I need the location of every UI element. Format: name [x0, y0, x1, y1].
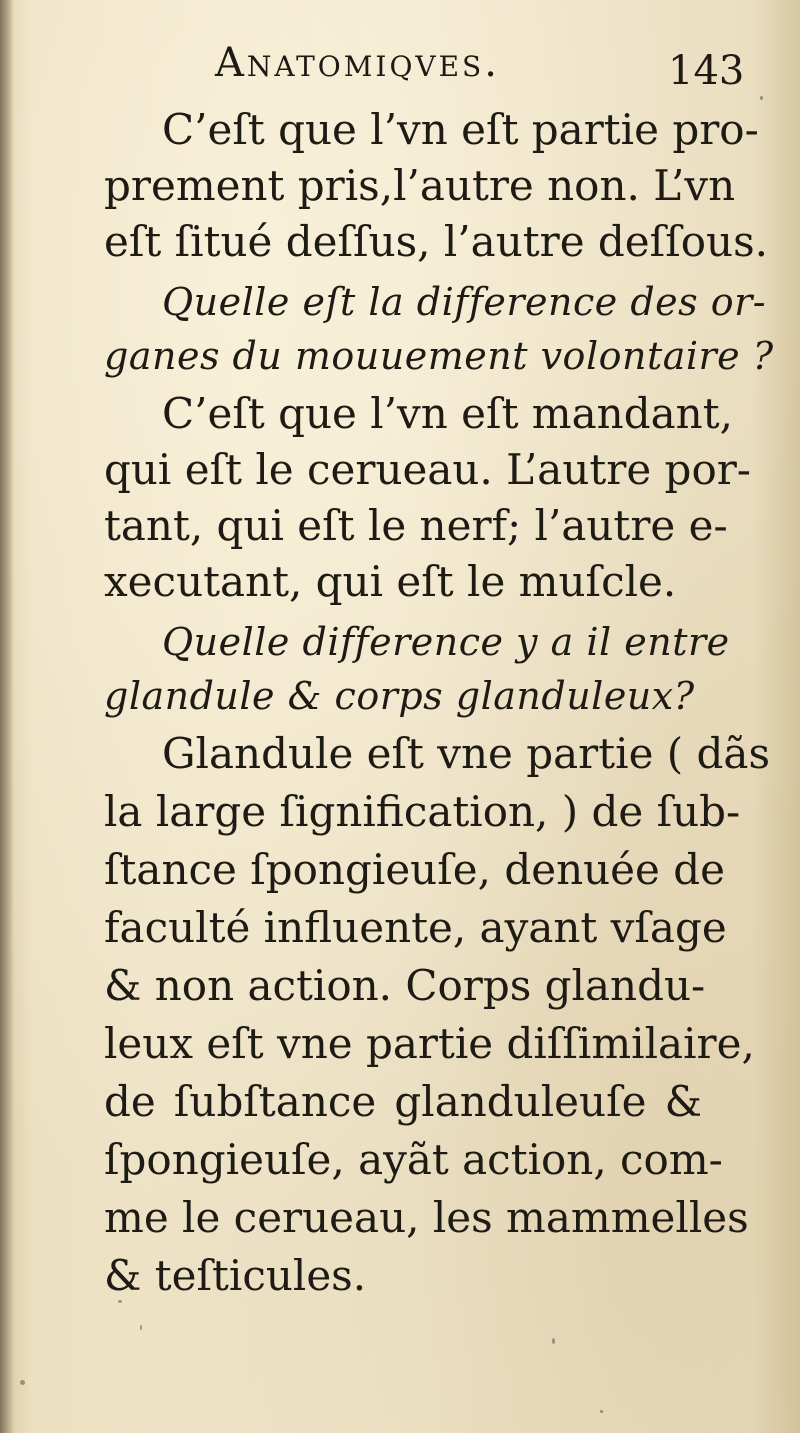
text-line: eſt ſitué deſſus, l’autre deſſous. [104, 217, 768, 266]
question-line: ganes du mouuement volontaire ? [104, 334, 774, 378]
question-line: Quelle difference y a il entre [162, 620, 730, 664]
text-line: qui eſt le cerueau. L’autre por- [104, 445, 752, 494]
text-line: C’eſt que l’vn eſt mandant, [162, 389, 733, 438]
text-line: & teſticules. [104, 1251, 367, 1300]
text-line: prement pris,l’autre non. L’vn [104, 161, 736, 210]
text-line: xecutant, qui eſt le muſcle. [104, 557, 677, 606]
page-gutter-shadow [0, 0, 14, 1433]
question-line: glandule & corps glanduleux? [104, 674, 695, 718]
text-line: leux eſt vne partie diſſimilaire, [104, 1019, 755, 1068]
text-line: de ſubſtance glanduleuſe & [104, 1077, 702, 1126]
question-line: Quelle eſt la difference des or- [162, 280, 767, 324]
text-line: C’eſt que l’vn eſt partie pro- [162, 105, 759, 154]
text-line: tant, qui eſt le nerf; l’autre e- [104, 501, 728, 550]
text-line: me le cerueau, les mammelles [104, 1193, 749, 1242]
running-head: Anatomiqves. [215, 40, 500, 86]
text-line: Glandule eſt vne partie ( dãs [162, 729, 770, 778]
text-line: ſpongieuſe, ayãt action, com- [104, 1135, 723, 1184]
text-line: & non action. Corps glandu- [104, 961, 706, 1010]
page-number: 143 [668, 48, 745, 94]
text-line: la large ſignification, ) de ſub- [104, 787, 741, 836]
text-line: ſtance ſpongieuſe, denuée de [104, 845, 725, 894]
text-line: faculté influente, ayant vſage [104, 903, 727, 952]
